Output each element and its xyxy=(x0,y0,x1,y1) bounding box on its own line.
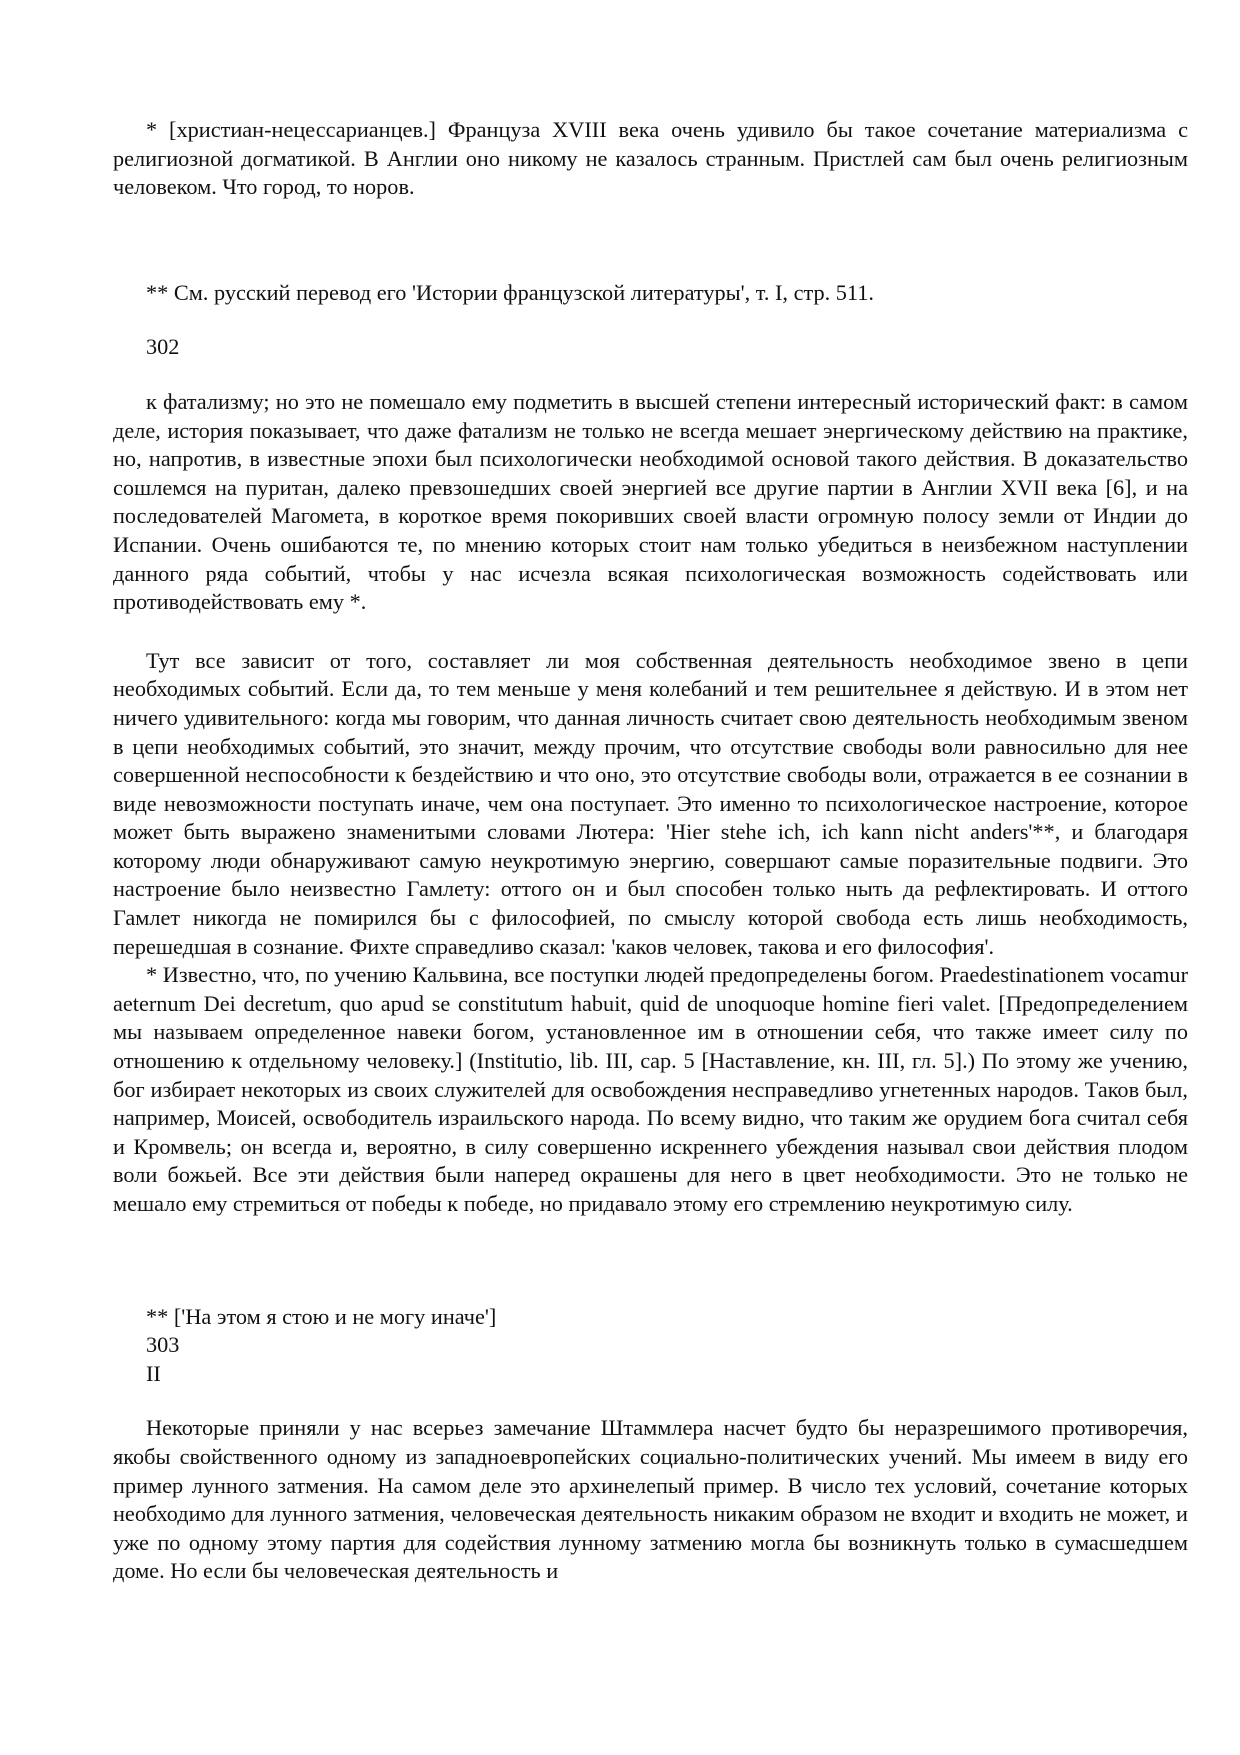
footnote-christian-necessarians: * [христиан-нецессарианцев.] Француза XVIII века очень удивило бы такое сочетание материализма с религиозной догматикой. В Англии оно никому не казалось странным. Пристлей сам был очень религиозным человеком. Что город, то норов. xyxy=(113,117,1188,200)
footnote-calvin: * Известно, что, по учению Кальвина, все поступки людей предопределены богом. Praedestinationem vocamur aeternum Dei decretum, quo apud se constitutum habuit, quid de unoquoque homine fieri valet. [Предопределением мы называем определенное навеки богом, установленное им в отношении себя, что также имеет силу по отношению к отдельному человеку.] (Institutio, lib. III, cap. 5 [Наставление, кн. III, гл. 5].) По этому же учению, бог избирает некоторых из своих служителей для освобождения несправедливо угнетенных народов. Таков был, например, Моисей, освободитель израильского народа. По всему видно, что таким же орудием бога считал себя и Кромвель; он всегда и, вероятно, в силу совершенно искреннего убеждения называл свои действия плодом воли божьей. Все эти действия были наперед окрашены для него в цвет необходимости. Это не только не мешало ему стремиться от победы к победе, но придавало этому его стремлению неукротимую силу. xyxy=(113,962,1188,1216)
paragraph-fatalism: к фатализму; но это не помешало ему подметить в высшей степени интересный исторический факт: в самом деле, история показывает, что даже фатализм не только не всегда мешает энергическому действию на практике, но, напротив, в известные эпохи был психологически необходимой основой такого действия. В доказательство сошлемся на пуритан, далеко превзошедших своей энергией все другие партии в Англии XVII века [6], и на последователей Магомета, в короткое время покоривших своей власти огромную полосу земли от Индии до Испании. Очень ошибаются те, по мнению которых стоит нам только убедиться в неизбежном наступлении данного ряда событий, чтобы у нас исчезла всякая психологическая возможность содействовать или противодействовать ему *. xyxy=(113,388,1188,615)
page-number-303: 303 xyxy=(146,1332,180,1358)
document-page xyxy=(113,116,1188,1586)
paragraph-stammler: Некоторые приняли у нас всерьез замечание Штаммлера насчет будто бы неразрешимого противоречия, якобы свойственного одному из западноевропейских социально-политических учений. Мы имеем в виду его пример лунного затмения. На самом деле это архинелепый пример. В число тех условий, сочетание которых необходимо для лунного затмения, человеческая деятельность никаким образом не входит и входить не может, и уже по одному этому партия для содействия лунному затмению могла бы возникнуть только в сумасшедшем доме. Но если бы человеческая деятельность и xyxy=(113,1415,1188,1584)
footnote-french-literature-translation: ** См. русский перевод его 'Истории французской литературы', т. I, стр. 511. xyxy=(146,279,874,305)
section-heading-ii: II xyxy=(146,1360,161,1386)
page-number-302: 302 xyxy=(146,334,180,360)
paragraph-necessity: Тут все зависит от того, составляет ли моя собственная деятельность необходимое звено в цепи необходимых событий. Если да, то тем меньше у меня колебаний и тем решительнее я действую. И в этом нет ничего удивительного: когда мы говорим, что данная личность считает свою деятельность необходимым звеном в цепи необходимых событий, это значит, между прочим, что отсутствие свободы воли равносильно для нее совершенной неспособности к бездействию и что оно, это отсутствие свободы воли, отражается в ее сознании в виде невозможности поступать иначе, чем она поступает. Это именно то психологическое настроение, которое может быть выражено знаменитыми словами Лютера: 'Hier stehe ich, ich kann nicht anders'**, и благодаря которому люди обнаруживают самую неукротимую энергию, совершают самые поразительные подвиги. Это настроение было неизвестно Гамлету: оттого он и был способен только ныть да рефлектировать. И оттого Гамлет никогда не помирился бы с философией, по смыслу которой свобода есть лишь необходимость, перешедшая в сознание. Фихте справедливо сказал: 'каков человек, такова и его философия'. xyxy=(113,647,1188,959)
footnote-here-i-stand: ** ['На этом я стою и не могу иначе'] xyxy=(146,1303,497,1329)
